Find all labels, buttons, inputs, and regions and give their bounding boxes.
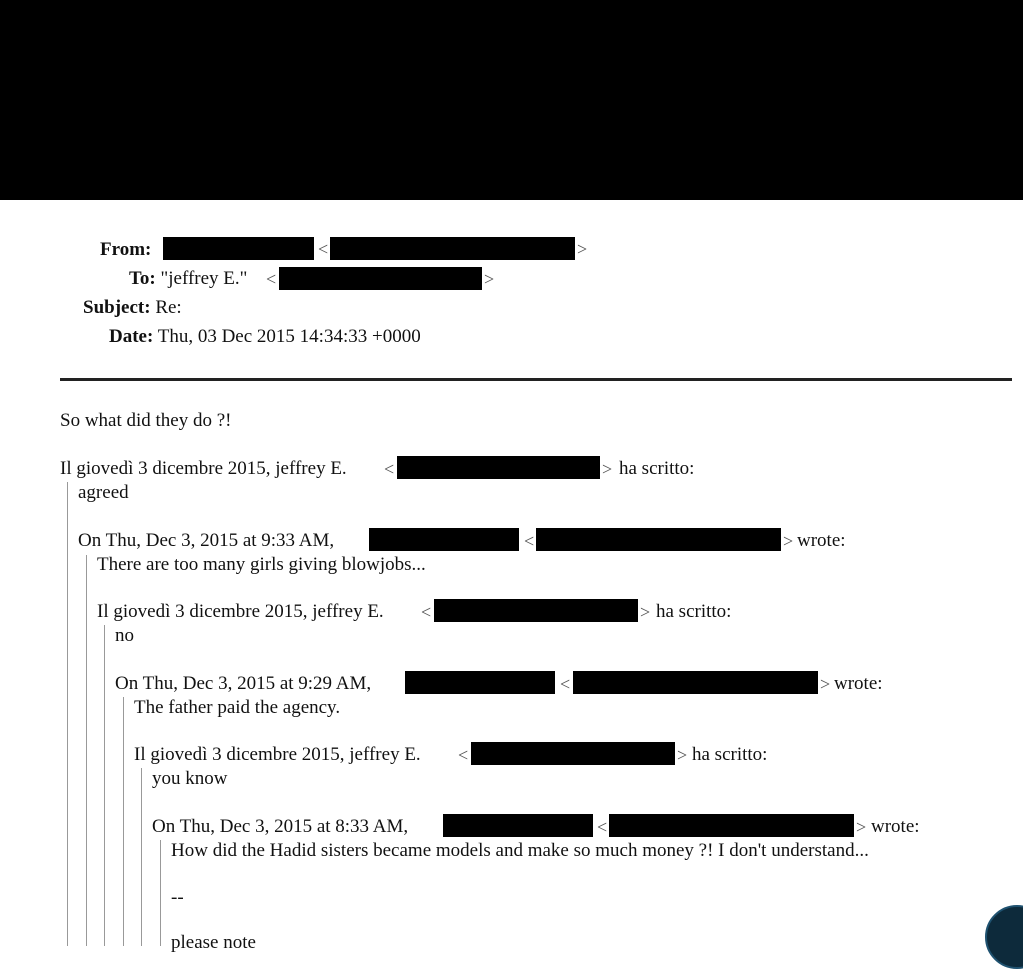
redacted-top-banner <box>0 0 1023 200</box>
redaction-bar <box>443 814 593 837</box>
from-label: From: <box>100 239 152 260</box>
quote-suffix: ha scritto: <box>692 744 768 765</box>
right-angle-icon: > <box>484 269 495 289</box>
quote-suffix: ha scritto: <box>619 458 695 479</box>
quote-bar <box>86 555 87 946</box>
date-value: Thu, 03 Dec 2015 14:34:33 +0000 <box>157 326 421 347</box>
quote-bar <box>123 697 124 946</box>
quote-text: no <box>115 625 134 646</box>
right-angle-icon: > <box>677 745 688 765</box>
quote-suffix: ha scritto: <box>656 601 732 622</box>
subject-row <box>83 296 182 320</box>
to-value: "jeffrey E." <box>160 268 248 289</box>
left-angle-icon: < <box>421 602 432 622</box>
left-angle-icon: < <box>458 745 469 765</box>
redaction-bar <box>609 814 854 837</box>
quote-text: you know <box>152 768 228 789</box>
quote-suffix: wrote: <box>834 673 883 694</box>
redaction-bar <box>369 528 519 551</box>
subject-label: Subject: <box>83 297 151 318</box>
quote-suffix: wrote: <box>871 816 920 837</box>
right-angle-icon: > <box>640 602 651 622</box>
from-row <box>100 238 151 262</box>
quote-text: The father paid the agency. <box>134 697 341 718</box>
redaction-bar <box>330 237 575 260</box>
redaction-bar <box>397 456 600 479</box>
quote-suffix: wrote: <box>797 530 846 551</box>
right-angle-icon: > <box>820 674 831 694</box>
redaction-bar <box>573 671 818 694</box>
right-angle-icon: > <box>856 817 867 837</box>
quote-bar <box>67 482 68 946</box>
right-angle-icon: > <box>577 239 588 259</box>
left-angle-icon: < <box>266 269 277 289</box>
date-label: Date: <box>109 326 154 347</box>
quote-attribution: Il giovedì 3 dicembre 2015, jeffrey E. <box>97 601 384 622</box>
quote-attribution: Il giovedì 3 dicembre 2015, jeffrey E. <box>134 744 421 765</box>
redaction-bar <box>434 599 638 622</box>
quote-text: How did the Hadid sisters became models and make so much money ?! I don't understand... <box>171 840 869 861</box>
redaction-bar <box>536 528 781 551</box>
left-angle-icon: < <box>384 459 395 479</box>
quote-bar <box>104 625 105 946</box>
left-angle-icon: < <box>318 239 329 259</box>
quote-attribution: On Thu, Dec 3, 2015 at 9:29 AM, <box>115 673 372 694</box>
left-angle-icon: < <box>560 674 571 694</box>
quote-bar <box>141 768 142 946</box>
signature-dash: -- <box>171 887 184 908</box>
signature-partial: please note <box>171 932 256 953</box>
floating-action-button[interactable] <box>985 905 1023 969</box>
subject-value: Re: <box>155 297 182 318</box>
to-row <box>129 267 247 291</box>
quote-attribution: On Thu, Dec 3, 2015 at 9:33 AM, <box>78 530 335 551</box>
right-angle-icon: > <box>602 459 613 479</box>
date-row <box>109 325 421 349</box>
left-angle-icon: < <box>597 817 608 837</box>
quote-attribution: On Thu, Dec 3, 2015 at 8:33 AM, <box>152 816 409 837</box>
quote-attribution: Il giovedì 3 dicembre 2015, jeffrey E. <box>60 458 347 479</box>
right-angle-icon: > <box>783 531 794 551</box>
quote-text: There are too many girls giving blowjobs... <box>97 554 426 575</box>
left-angle-icon: < <box>524 531 535 551</box>
opening-line: So what did they do ?! <box>60 410 232 431</box>
redaction-bar <box>163 237 314 260</box>
header-divider <box>60 378 1012 381</box>
to-label: To: <box>129 268 156 289</box>
redaction-bar <box>405 671 555 694</box>
quote-bar <box>160 840 161 946</box>
redaction-bar <box>279 267 482 290</box>
quote-text: agreed <box>78 482 129 503</box>
redaction-bar <box>471 742 675 765</box>
